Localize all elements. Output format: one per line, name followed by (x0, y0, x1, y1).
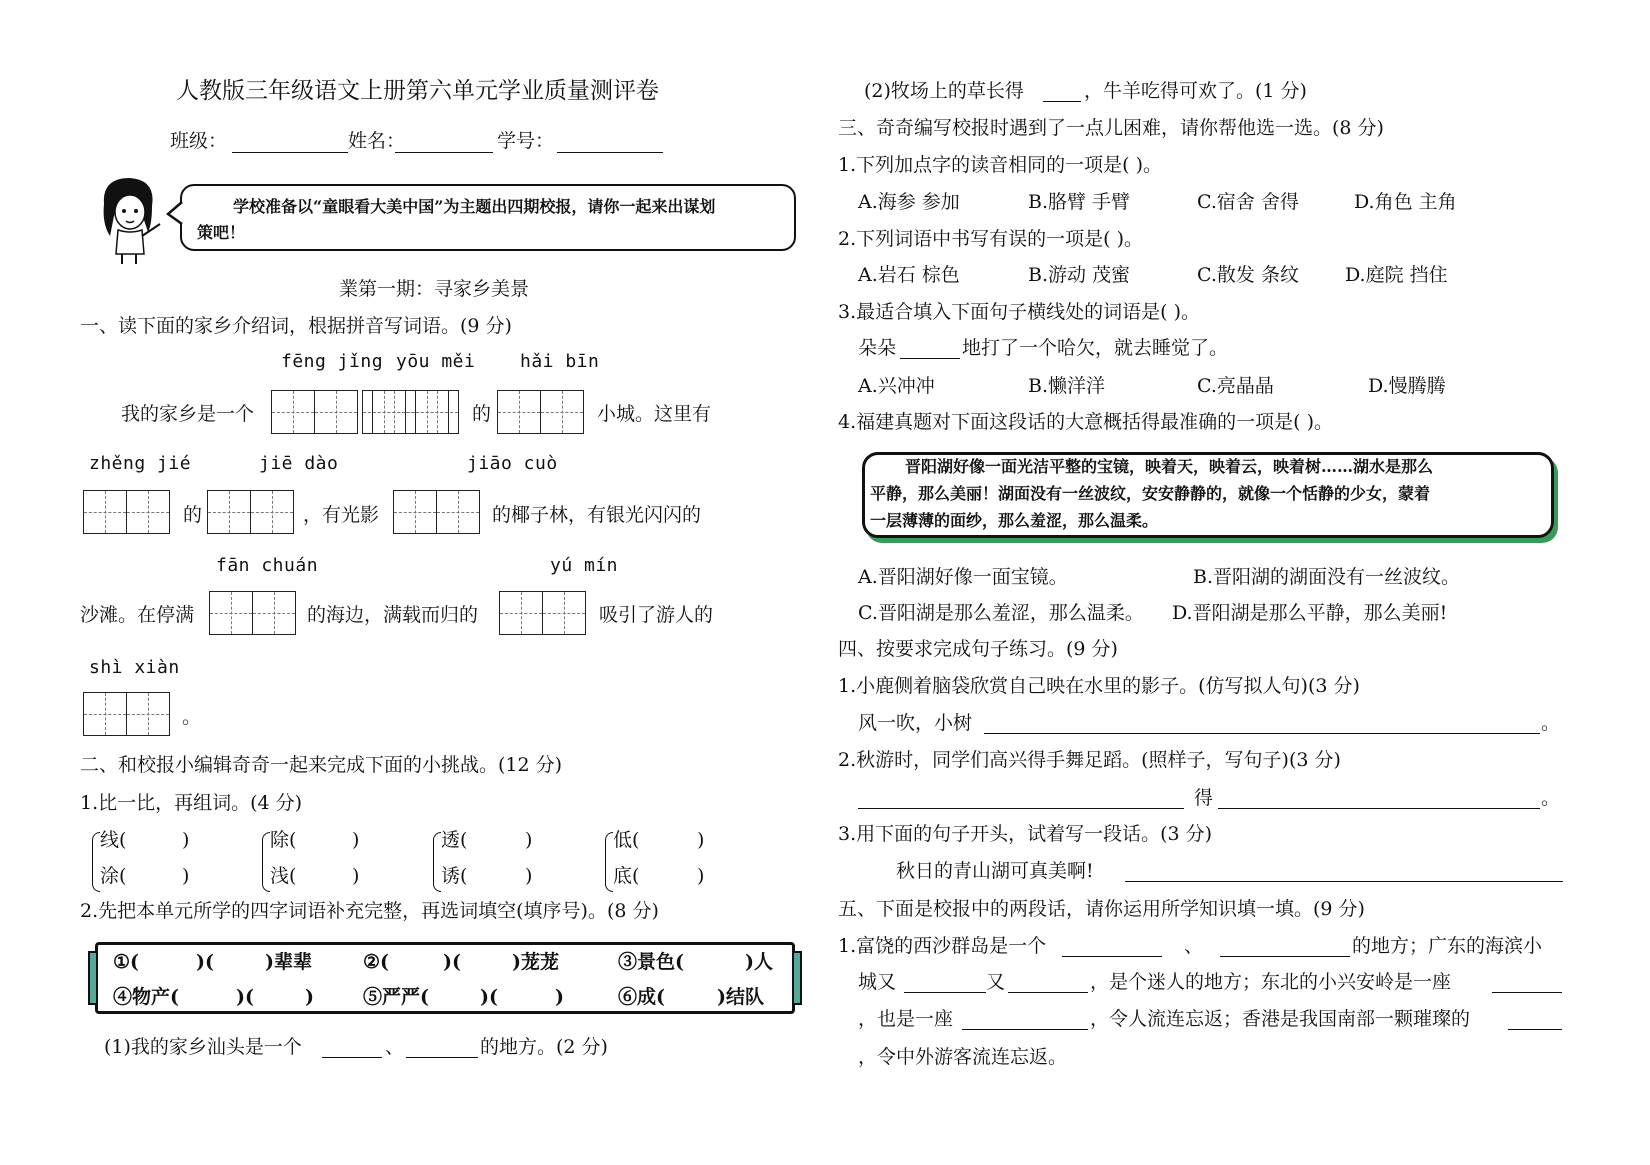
writing-grid[interactable] (499, 591, 584, 635)
paren: ) (697, 829, 705, 851)
s5-text: 又 (986, 971, 1006, 993)
paren: ) (525, 829, 533, 851)
option[interactable]: D.角色 主角 (1354, 191, 1457, 213)
question-4-1: 1.小鹿侧着脑袋欣赏自己映在水里的影子。(仿写拟人句)(3 分) (838, 675, 1360, 697)
option[interactable]: A.岩石 棕色 (858, 264, 960, 286)
idiom-part: ⑥成( (618, 986, 665, 1008)
q3-sentence-a: 朵朵 (858, 337, 897, 359)
q4-1-start: 风一吹，小树 (858, 712, 973, 734)
id-label: 学号： (497, 130, 555, 152)
idiom-part: )( (196, 951, 214, 973)
answer-blank[interactable] (1220, 956, 1350, 957)
issue-title: 業第一期：寻家乡美景 (339, 278, 530, 300)
option[interactable]: C.晋阳湖是那么羞涩，那么温柔。 (858, 602, 1144, 624)
paren: ) (182, 865, 190, 887)
s5-text: ，令中外游客流连忘返。 (858, 1046, 1068, 1068)
idiom-part: ①( (113, 951, 140, 973)
option[interactable]: A.海参 参加 (858, 191, 960, 213)
compare-item: 诱( (441, 865, 468, 887)
fill-1-sep: 、 (385, 1036, 405, 1058)
option[interactable]: C.宿舍 舍得 (1197, 191, 1299, 213)
passage-text: 的 (472, 403, 492, 425)
question-4-2: 2.秋游时，同学们高兴得手舞足蹈。(照样子，写句子)(3 分) (838, 749, 1341, 771)
idiom-part: ③景色( (618, 951, 684, 973)
option[interactable]: C.散发 条纹 (1197, 264, 1299, 286)
bubble-text-2: 策吧！ (197, 223, 246, 242)
compare-item: 底( (613, 865, 640, 887)
q4-2-mid: 得 (1194, 787, 1214, 809)
answer-blank[interactable] (1492, 992, 1562, 993)
compare-item: 除( (270, 829, 297, 851)
passage-text: 的 (183, 504, 203, 526)
idiom-part: )( (443, 951, 461, 973)
pinyin: yōu měi (396, 351, 476, 372)
answer-blank[interactable] (900, 358, 960, 359)
bubble-tail (166, 200, 186, 226)
passage-text: 。 (182, 706, 202, 728)
pinyin: fēng jǐng (281, 351, 384, 372)
passage-text: 的椰子林，有银光闪闪的 (492, 504, 702, 526)
pinyin: hǎi bīn (520, 351, 600, 372)
s5-text: 的地方；广东的海滨小 (1352, 935, 1543, 957)
name-label: 姓名： (348, 130, 406, 152)
option[interactable]: B.晋阳湖的湖面没有一丝波纹。 (1193, 566, 1461, 588)
fill-2: (2)牧场上的草长得 (864, 80, 1024, 102)
pinyin: shì xiàn (89, 657, 180, 678)
passage-text: 吸引了游人的 (599, 604, 714, 626)
idiom-part: )( (236, 986, 254, 1008)
pinyin: fān chuán (216, 555, 319, 576)
period: 。 (1541, 787, 1561, 809)
paren: ) (352, 829, 360, 851)
section4-heading: 四、按要求完成句子练习。(9 分) (838, 638, 1118, 660)
paren: ) (352, 865, 360, 887)
compare-item: 低( (613, 829, 640, 851)
page-title: 人教版三年级语文上册第六单元学业质量测评卷 (176, 78, 659, 104)
paren: ) (697, 865, 705, 887)
passage-line: 一层薄薄的面纱，那么羞涩，那么温柔。 (870, 511, 1159, 530)
bubble-text-1: 学校准备以“童眼看大美中国”为主题出四期校报，请你一起来出谋划 (233, 197, 716, 216)
brace (433, 832, 441, 892)
pinyin: jiāo cuò (467, 453, 558, 474)
option[interactable]: B.懒洋洋 (1028, 375, 1106, 397)
option[interactable]: A.晋阳湖好像一面宝镜。 (858, 566, 1068, 588)
passage-text: 的海边，满载而归的 (307, 604, 479, 626)
idiom-part: ④物产( (113, 986, 179, 1008)
question-2-1: 1.比一比，再组词。(4 分) (80, 792, 303, 814)
idiom-part: )结队 (717, 986, 764, 1008)
section2-heading: 二、和校报小编辑奇奇一起来完成下面的小挑战。(12 分) (80, 754, 563, 776)
pinyin: jiē dào (259, 453, 339, 474)
writing-grid[interactable] (393, 490, 478, 534)
compare-item: 透( (441, 829, 468, 851)
question-3-3: 3.最适合填入下面句子横线处的词语是( )。 (838, 301, 1200, 323)
idiom-part: )人 (745, 951, 773, 973)
passage-text: 我的家乡是一个 (121, 403, 255, 425)
passage-text: ，有光影 (303, 504, 380, 526)
option[interactable]: B.胳臂 手臂 (1028, 191, 1131, 213)
idiom-part: ②( (363, 951, 390, 973)
class-field[interactable] (232, 152, 348, 153)
answer-line[interactable] (1125, 881, 1563, 882)
question-3-1: 1.下列加点字的读音相同的一项是( )。 (838, 154, 1162, 176)
answer-blank[interactable] (1043, 101, 1081, 102)
brace (92, 832, 100, 892)
idiom-part: )茏茏 (512, 951, 559, 973)
idiom-part: )辈辈 (265, 951, 312, 973)
compare-item: 浅( (270, 865, 297, 887)
option[interactable]: A.兴冲冲 (858, 375, 935, 397)
option[interactable]: D.庭院 挡住 (1345, 264, 1448, 286)
question-3-4: 4.福建真题对下面这段话的大意概括得最准确的一项是( )。 (838, 411, 1333, 433)
question-3-2: 2.下列词语中书写有误的一项是( )。 (838, 228, 1143, 250)
writing-grid[interactable] (83, 490, 168, 534)
passage-text: 沙滩。在停满 (80, 604, 195, 626)
section1-heading: 一、读下面的家乡介绍词，根据拼音写词语。(9 分) (80, 315, 512, 337)
pinyin: zhěng jié (89, 453, 192, 474)
idiom-part: ) (555, 986, 564, 1008)
s5-text: 、 (1184, 935, 1204, 957)
passage-line: 平静，那么美丽！湖面没有一丝波纹，安安静静的，就像一个恬静的少女，蒙着 (870, 484, 1431, 503)
answer-blank[interactable] (904, 992, 986, 993)
question-4-3: 3.用下面的句子开头，试着写一段话。(3 分) (838, 823, 1213, 845)
idiom-part: ) (305, 986, 314, 1008)
writing-grid[interactable] (497, 390, 582, 434)
period: 。 (1541, 712, 1561, 734)
section3-heading: 三、奇奇编写校报时遇到了一点儿困难，请你帮他选一选。(8 分) (838, 117, 1384, 139)
s5-text: ，也是一座 (858, 1008, 954, 1030)
brace (262, 832, 270, 892)
id-field[interactable] (557, 152, 663, 153)
idiom-part: ⑤严严( (363, 986, 429, 1008)
answer-blank[interactable] (1008, 992, 1088, 993)
option[interactable]: D.慢腾腾 (1368, 375, 1446, 397)
passage-line: 晋阳湖好像一面光洁平整的宝镜，映着天，映着云，映着树……湖水是那么 (905, 457, 1434, 476)
idiom-part: )( (480, 986, 498, 1008)
paren: ) (182, 829, 190, 851)
writing-grid[interactable] (207, 490, 292, 534)
s5-text: ，是个迷人的地方；东北的小兴安岭是一座 (1090, 971, 1452, 993)
answer-line[interactable] (858, 808, 1184, 809)
compare-item: 涂( (100, 865, 127, 887)
q4-3-start: 秋日的青山湖可真美啊! (896, 860, 1094, 882)
answer-blank[interactable] (1508, 1029, 1562, 1030)
section5-heading: 五、下面是校报中的两段话，请你运用所学知识填一填。(9 分) (838, 898, 1365, 920)
class-label: 班级： (170, 130, 228, 152)
option[interactable]: C.亮晶晶 (1197, 375, 1274, 397)
fill-2-end: ，牛羊吃得可欢了。(1 分) (1084, 80, 1307, 102)
fill-1: (1)我的家乡汕头是一个 (104, 1036, 302, 1058)
option[interactable]: B.游动 茂蜜 (1028, 264, 1131, 286)
answer-blank[interactable] (322, 1057, 382, 1058)
s5-text: 1.富饶的西沙群岛是一个 (838, 935, 1047, 957)
answer-line[interactable] (984, 733, 1540, 734)
answer-blank[interactable] (1062, 956, 1162, 957)
compare-item: 线( (100, 829, 127, 851)
s5-text: ，令人流连忘返；香港是我国南部一颗璀璨的 (1090, 1008, 1471, 1030)
girl-illustration (92, 174, 172, 266)
writing-grid[interactable] (209, 591, 294, 635)
q3-sentence-b: 地打了一个哈欠，就去睡觉了。 (962, 337, 1229, 359)
name-field[interactable] (395, 152, 493, 153)
pinyin: yú mín (550, 555, 619, 576)
answer-line[interactable] (1218, 808, 1540, 809)
answer-blank[interactable] (406, 1057, 478, 1058)
passage-text: 小城。这里有 (597, 403, 712, 425)
answer-blank[interactable] (962, 1029, 1088, 1030)
option[interactable]: D.晋阳湖是那么平静，那么美丽! (1172, 602, 1448, 624)
brace (605, 832, 613, 892)
question-2-2: 2.先把本单元所学的四字词语补充完整，再选词填空(填序号)。(8 分) (80, 900, 659, 922)
s5-text: 城又 (858, 971, 897, 993)
writing-grid[interactable] (372, 390, 457, 434)
writing-grid[interactable] (83, 692, 168, 736)
fill-1-end: 的地方。(2 分) (480, 1036, 608, 1058)
paren: ) (525, 865, 533, 887)
